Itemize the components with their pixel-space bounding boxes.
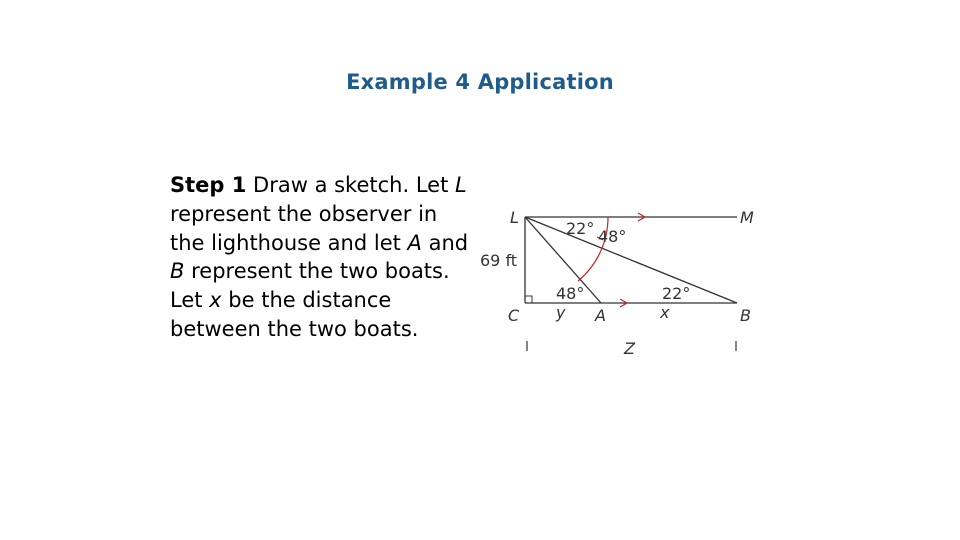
label-c: C — [508, 306, 520, 325]
step-text-2: represent the observer in the lighthouse and let — [170, 201, 438, 255]
label-m: M — [740, 208, 754, 227]
step-text-5: be the distance between the two boats. — [170, 288, 419, 341]
var-b: B — [170, 259, 185, 284]
label-l: L — [510, 208, 519, 227]
slide-title: Example 4 Application — [346, 70, 614, 94]
step-text — [170, 171, 470, 344]
label-b: B — [740, 306, 751, 325]
label-angle-top-left: 22° — [566, 219, 595, 238]
step-text-3: and — [421, 230, 469, 255]
label-angle-top-right: 48° — [598, 227, 627, 246]
step-text-1: Draw a sketch. Let — [246, 173, 455, 197]
label-z: Z — [624, 339, 635, 358]
right-angle-marker — [525, 296, 532, 303]
var-a: A — [407, 230, 422, 255]
step-text-4: represent the two boats. Let — [170, 259, 450, 313]
step-label: Step 1 — [170, 173, 247, 197]
var-l: L — [455, 173, 467, 197]
label-x: x — [660, 303, 670, 322]
label-angle-b: 22° — [662, 284, 691, 303]
label-angle-a: 48° — [556, 284, 585, 303]
label-y: y — [556, 303, 566, 322]
label-a: A — [595, 306, 606, 325]
label-height: 69 ft — [480, 251, 518, 270]
var-x: x — [209, 288, 222, 313]
lighthouse-diagram — [470, 195, 770, 365]
